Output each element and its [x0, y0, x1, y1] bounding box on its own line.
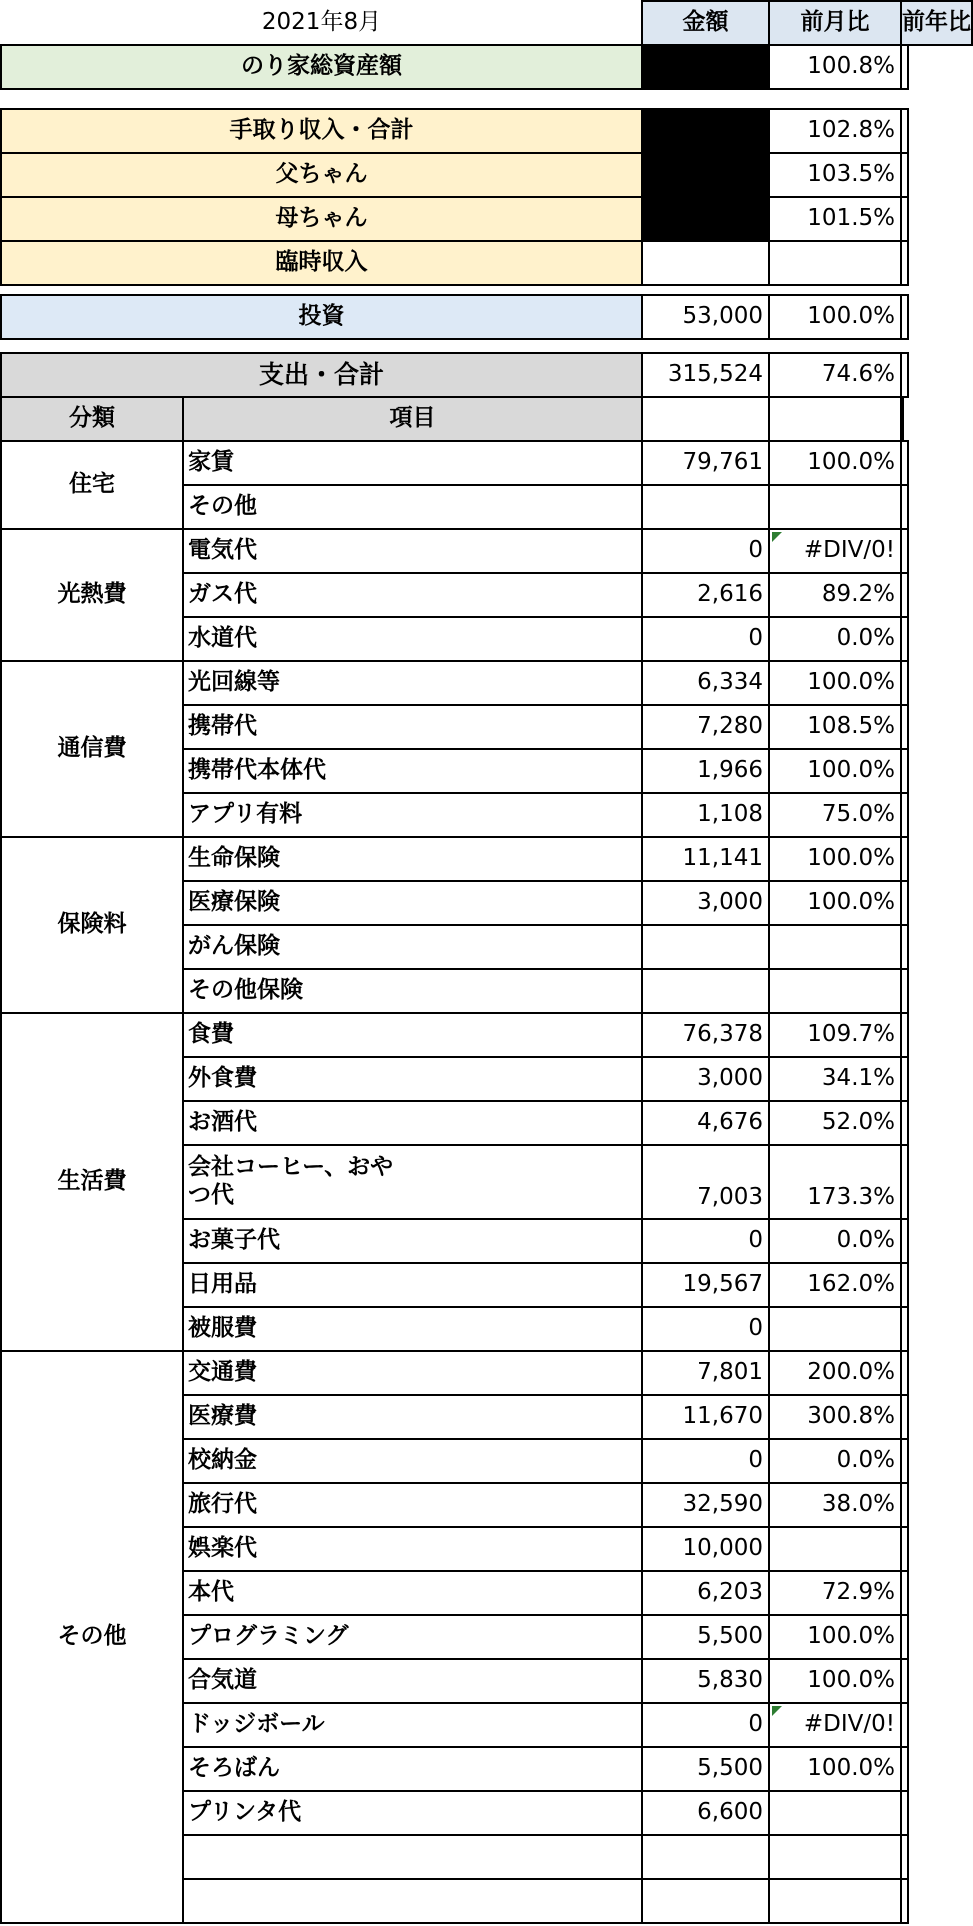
expense-amount[interactable] — [641, 924, 770, 970]
income-mom[interactable]: 101.5% — [768, 196, 902, 242]
income-amount[interactable] — [641, 240, 770, 286]
column-item[interactable]: 項目 — [182, 396, 643, 442]
expense-item[interactable]: 携帯代本体代 — [182, 748, 643, 794]
income-yoy[interactable] — [900, 152, 909, 198]
expense-amount[interactable]: 2,616 — [641, 572, 770, 618]
expense-amount[interactable]: 0 — [641, 1702, 770, 1748]
expense-item[interactable]: 被服費 — [182, 1306, 643, 1352]
expense-mom[interactable] — [768, 1878, 902, 1924]
income-label[interactable]: 手取り収入・合計 — [0, 108, 643, 154]
expense-yoy[interactable] — [900, 1394, 909, 1440]
income-mom[interactable]: 102.8% — [768, 108, 902, 154]
assets-label[interactable]: のり家総資産額 — [0, 44, 643, 90]
expense-item-line: 会社コーヒー、おや — [188, 1154, 394, 1181]
expense-amount[interactable]: 4,676 — [641, 1100, 770, 1146]
category-label[interactable]: 光熱費 — [0, 528, 184, 662]
expense-item[interactable]: 旅行代 — [182, 1482, 643, 1528]
expense-item[interactable]: 日用品 — [182, 1262, 643, 1308]
expense-yoy[interactable] — [900, 924, 909, 970]
expense-mom[interactable]: 100.0% — [768, 748, 902, 794]
header-amount[interactable]: 金額 — [641, 0, 770, 46]
expense-amount[interactable]: 1,108 — [641, 792, 770, 838]
assets-amount-masked[interactable] — [641, 44, 770, 90]
expense-yoy[interactable] — [900, 1100, 909, 1146]
expense-amount[interactable] — [641, 968, 770, 1014]
expense-yoy[interactable] — [900, 1262, 909, 1308]
income-amount-masked[interactable] — [641, 152, 770, 198]
expense-item[interactable]: 本代 — [182, 1570, 643, 1616]
expense-amount[interactable]: 5,500 — [641, 1614, 770, 1660]
expense-mom[interactable]: 100.0% — [768, 836, 902, 882]
header-yoy[interactable]: 前年比 — [900, 0, 973, 46]
column-amount-blank[interactable] — [641, 396, 770, 442]
expense-amount[interactable] — [641, 1834, 770, 1880]
expense-item[interactable]: そろばん — [182, 1746, 643, 1792]
expense-amount[interactable]: 79,761 — [641, 440, 770, 486]
expense-mom[interactable]: 108.5% — [768, 704, 902, 750]
expense-amount[interactable]: 0 — [641, 1218, 770, 1264]
expense-amount[interactable]: 7,280 — [641, 704, 770, 750]
expense-amount[interactable] — [641, 484, 770, 530]
expense-item[interactable]: アプリ有料 — [182, 792, 643, 838]
expense-amount[interactable]: 7,801 — [641, 1350, 770, 1396]
expense-amount[interactable]: 1,966 — [641, 748, 770, 794]
expense-mom[interactable] — [768, 1306, 902, 1352]
expenses-total-label[interactable]: 支出・合計 — [0, 352, 643, 398]
expense-item[interactable]: 携帯代 — [182, 704, 643, 750]
expense-yoy[interactable] — [900, 1438, 909, 1484]
expense-mom[interactable] — [768, 1834, 902, 1880]
expense-mom[interactable]: 34.1% — [768, 1056, 902, 1102]
expense-mom[interactable] — [768, 1526, 902, 1572]
expense-mom[interactable]: 100.0% — [768, 1614, 902, 1660]
expense-yoy[interactable] — [900, 1702, 909, 1748]
expense-mom[interactable]: 200.0% — [768, 1350, 902, 1396]
header-mom[interactable]: 前月比 — [768, 0, 902, 46]
expense-item[interactable]: 家賃 — [182, 440, 643, 486]
expense-item[interactable] — [182, 1834, 643, 1880]
expense-yoy[interactable] — [900, 1834, 909, 1880]
expenses-total-mom[interactable]: 74.6% — [768, 352, 902, 398]
expense-yoy[interactable] — [900, 1526, 909, 1572]
expense-item[interactable]: ドッジボール — [182, 1702, 643, 1748]
expense-amount[interactable]: 11,141 — [641, 836, 770, 882]
expense-item[interactable]: その他 — [182, 484, 643, 530]
expense-amount[interactable]: 6,203 — [641, 1570, 770, 1616]
expense-item-line: つ代 — [188, 1182, 234, 1208]
expense-amount[interactable]: 6,600 — [641, 1790, 770, 1836]
expense-yoy[interactable] — [900, 1482, 909, 1528]
expense-item[interactable]: プログラミング — [182, 1614, 643, 1660]
expense-item[interactable]: 医療保険 — [182, 880, 643, 926]
expense-amount[interactable]: 6,334 — [641, 660, 770, 706]
expense-amount[interactable]: 0 — [641, 616, 770, 662]
error-indicator-icon — [772, 1706, 782, 1716]
expense-yoy[interactable] — [900, 1056, 909, 1102]
error-indicator-icon — [772, 532, 782, 542]
month-label[interactable]: 2021年8月 — [261, 9, 382, 36]
investment-yoy[interactable] — [900, 294, 909, 340]
expense-yoy[interactable] — [900, 880, 909, 926]
expense-yoy[interactable] — [900, 704, 909, 750]
expense-yoy[interactable] — [900, 1306, 909, 1352]
expense-amount[interactable]: 19,567 — [641, 1262, 770, 1308]
expense-yoy[interactable] — [900, 748, 909, 794]
expense-item[interactable]: 合気道 — [182, 1658, 643, 1704]
income-label[interactable]: 父ちゃん — [0, 152, 643, 198]
expense-yoy[interactable] — [900, 616, 909, 662]
expense-mom[interactable]: 89.2% — [768, 572, 902, 618]
expense-mom[interactable]: 0.0% — [768, 616, 902, 662]
expense-yoy[interactable] — [900, 528, 909, 574]
expense-amount[interactable]: 5,830 — [641, 1658, 770, 1704]
expense-item[interactable]: 医療費 — [182, 1394, 643, 1440]
expense-mom[interactable] — [768, 968, 902, 1014]
expense-amount[interactable]: 5,500 — [641, 1746, 770, 1792]
expense-item[interactable]: がん保険 — [182, 924, 643, 970]
expense-amount[interactable]: 32,590 — [641, 1482, 770, 1528]
expense-yoy[interactable] — [900, 1658, 909, 1704]
expense-amount[interactable]: 7,003 — [641, 1144, 770, 1220]
expense-mom[interactable] — [768, 924, 902, 970]
expense-mom[interactable]: 0.0% — [768, 1438, 902, 1484]
expense-mom[interactable]: 100.0% — [768, 1658, 902, 1704]
expense-item[interactable]: 交通費 — [182, 1350, 643, 1396]
expense-item[interactable]: 生命保険 — [182, 836, 643, 882]
expense-yoy[interactable] — [900, 1218, 909, 1264]
income-mom[interactable]: 103.5% — [768, 152, 902, 198]
category-label[interactable]: 生活費 — [0, 1012, 184, 1352]
expense-yoy[interactable] — [900, 1614, 909, 1660]
expense-item[interactable] — [182, 1878, 643, 1924]
expense-item[interactable]: 電気代 — [182, 528, 643, 574]
expense-mom[interactable]: #DIV/0! — [768, 528, 902, 574]
expense-amount[interactable]: 76,378 — [641, 1012, 770, 1058]
expense-mom[interactable]: 162.0% — [768, 1262, 902, 1308]
income-yoy[interactable] — [900, 240, 909, 286]
expense-mom[interactable]: 100.0% — [768, 440, 902, 486]
category-label[interactable]: 保険料 — [0, 836, 184, 1014]
expense-yoy[interactable] — [900, 572, 909, 618]
expense-item[interactable]: 外食費 — [182, 1056, 643, 1102]
expense-item[interactable]: その他保険 — [182, 968, 643, 1014]
expense-yoy[interactable] — [900, 660, 909, 706]
expense-item[interactable]: 光回線等 — [182, 660, 643, 706]
expense-mom[interactable]: 38.0% — [768, 1482, 902, 1528]
expense-amount[interactable]: 11,670 — [641, 1394, 770, 1440]
expense-mom[interactable] — [768, 484, 902, 530]
expense-yoy[interactable] — [900, 836, 909, 882]
column-yoy-blank[interactable] — [900, 396, 904, 442]
expense-yoy[interactable] — [900, 1012, 909, 1058]
expense-yoy[interactable] — [900, 1350, 909, 1396]
income-label[interactable]: 母ちゃん — [0, 196, 643, 242]
expense-amount[interactable]: 3,000 — [641, 1056, 770, 1102]
expenses-total-amount[interactable]: 315,524 — [641, 352, 770, 398]
expense-item[interactable]: お酒代 — [182, 1100, 643, 1146]
expense-item[interactable]: 水道代 — [182, 616, 643, 662]
column-mom-blank[interactable] — [768, 396, 902, 442]
expense-yoy[interactable] — [900, 1746, 909, 1792]
expense-amount[interactable]: 0 — [641, 1306, 770, 1352]
investment-mom[interactable]: 100.0% — [768, 294, 902, 340]
expense-item[interactable]: 食費 — [182, 1012, 643, 1058]
expense-yoy[interactable] — [900, 968, 909, 1014]
expense-mom[interactable]: 100.0% — [768, 1746, 902, 1792]
investment-amount[interactable]: 53,000 — [641, 294, 770, 340]
expense-item[interactable]: 校納金 — [182, 1438, 643, 1484]
expenses-total-yoy[interactable] — [900, 352, 909, 398]
income-yoy[interactable] — [900, 108, 909, 154]
income-amount-masked[interactable] — [641, 196, 770, 242]
expense-mom[interactable]: #DIV/0! — [768, 1702, 902, 1748]
category-label[interactable]: 通信費 — [0, 660, 184, 838]
assets-yoy[interactable] — [900, 44, 909, 90]
income-yoy[interactable] — [900, 196, 909, 242]
expense-mom[interactable]: 0.0% — [768, 1218, 902, 1264]
expense-item[interactable] — [182, 1144, 643, 1220]
income-mom[interactable] — [768, 240, 902, 286]
expense-amount[interactable] — [641, 1878, 770, 1924]
expense-amount[interactable]: 0 — [641, 1438, 770, 1484]
assets-mom[interactable]: 100.8% — [768, 44, 902, 90]
expense-mom[interactable] — [768, 1790, 902, 1836]
category-label[interactable]: その他 — [0, 1350, 184, 1924]
expense-mom[interactable]: 173.3% — [768, 1144, 902, 1220]
expense-item[interactable]: ガス代 — [182, 572, 643, 618]
expense-mom[interactable]: 100.0% — [768, 660, 902, 706]
expense-amount[interactable]: 3,000 — [641, 880, 770, 926]
category-label[interactable]: 住宅 — [0, 440, 184, 530]
expense-yoy[interactable] — [900, 1144, 909, 1220]
expense-mom[interactable]: 72.9% — [768, 1570, 902, 1616]
investment-label[interactable]: 投資 — [0, 294, 643, 340]
expense-yoy[interactable] — [900, 792, 909, 838]
income-label[interactable]: 臨時収入 — [0, 240, 643, 286]
expense-amount[interactable]: 0 — [641, 528, 770, 574]
expense-mom[interactable]: 52.0% — [768, 1100, 902, 1146]
expense-yoy[interactable] — [900, 484, 909, 530]
expense-mom[interactable]: 75.0% — [768, 792, 902, 838]
expense-yoy[interactable] — [900, 1878, 909, 1924]
expense-yoy[interactable] — [900, 1570, 909, 1616]
expense-mom[interactable]: 300.8% — [768, 1394, 902, 1440]
expense-yoy[interactable] — [900, 440, 909, 486]
expense-item[interactable]: プリンタ代 — [182, 1790, 643, 1836]
income-amount-masked[interactable] — [641, 108, 770, 154]
expense-item[interactable]: 娯楽代 — [182, 1526, 643, 1572]
column-category[interactable]: 分類 — [0, 396, 184, 442]
expense-amount[interactable]: 10,000 — [641, 1526, 770, 1572]
expense-mom[interactable]: 109.7% — [768, 1012, 902, 1058]
expense-mom[interactable]: 100.0% — [768, 880, 902, 926]
expense-yoy[interactable] — [900, 1790, 909, 1836]
expense-item[interactable]: お菓子代 — [182, 1218, 643, 1264]
